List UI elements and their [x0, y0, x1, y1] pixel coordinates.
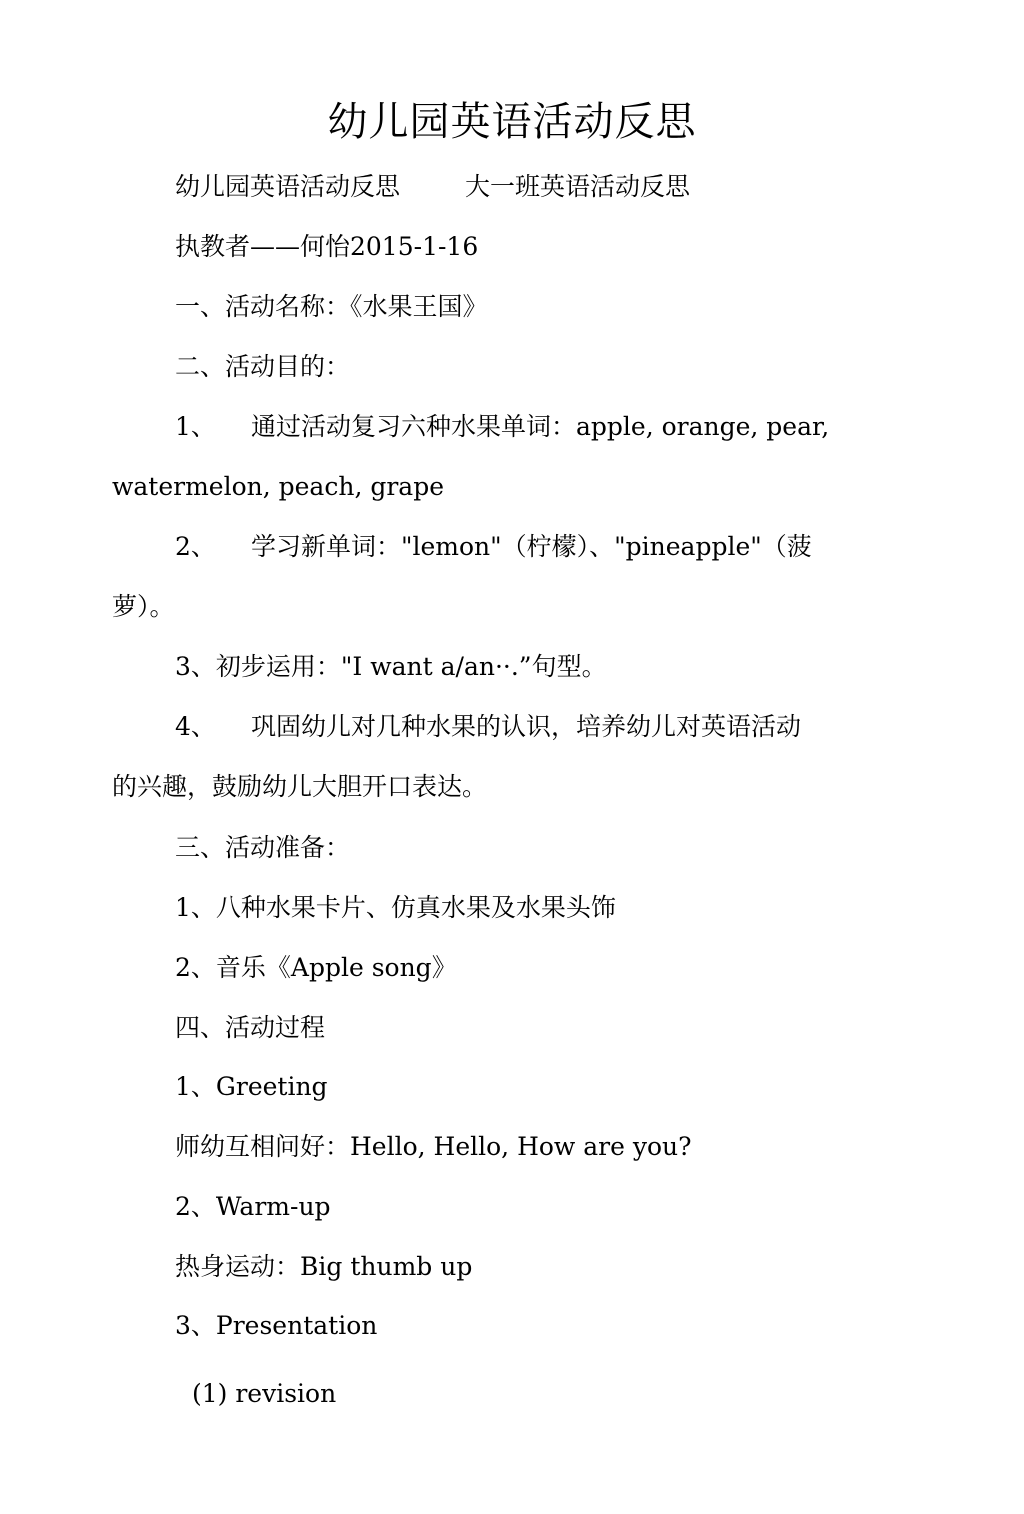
goal-item-3: 3、初步运用："I want a/an··.”句型。	[175, 652, 607, 681]
step-3-heading: 3、Presentation	[175, 1311, 378, 1340]
section-heading-2: 二、活动目的：	[175, 352, 351, 381]
goal-text: 学习新单词："lemon"（柠檬）、"pineapple"（菠	[251, 532, 812, 561]
document-title: 幼儿园英语活动反思	[327, 99, 697, 145]
goal-item-4-continued: 的兴趣，鼓励幼儿大胆开口表达。	[112, 772, 488, 801]
goal-number: 4、	[175, 712, 216, 741]
goal-number: 2、	[175, 532, 216, 561]
goal-number: 1、	[175, 412, 216, 441]
step-1-text: 师幼互相问好：Hello, Hello, How are you?	[175, 1132, 692, 1161]
goal-item-2-continued: 萝）。	[112, 592, 175, 621]
goal-item-4	[175, 707, 801, 747]
prep-item-2: 2、音乐《Apple song》	[175, 953, 457, 982]
subtitle-left: 幼儿园英语活动反思	[175, 172, 401, 201]
section-heading-3: 三、活动准备：	[175, 833, 351, 862]
subtitle-line	[175, 167, 690, 207]
step-2-heading: 2、Warm-up	[175, 1192, 331, 1221]
section-heading-4: 四、活动过程	[175, 1013, 326, 1042]
teacher-line: 执教者——何怡2015-1-16	[175, 232, 479, 261]
goal-item-1-continued: watermelon, peach, grape	[112, 472, 444, 501]
step-2-text: 热身运动：Big thumb up	[175, 1252, 473, 1281]
goal-text: 通过活动复习六种水果单词：apple, orange, pear,	[251, 412, 830, 441]
prep-item-1: 1、八种水果卡片、仿真水果及水果头饰	[175, 893, 616, 922]
step-1-heading: 1、Greeting	[175, 1072, 328, 1101]
section-heading-1: 一、活动名称：《水果王国》	[175, 292, 488, 321]
goal-item-1	[175, 407, 829, 447]
subtitle-right: 大一班英语活动反思	[465, 172, 691, 201]
step-3-subitem-1: (1) revision	[192, 1379, 337, 1408]
goal-item-2	[175, 527, 812, 567]
goal-text: 巩固幼儿对几种水果的认识，培养幼儿对英语活动	[251, 712, 802, 741]
